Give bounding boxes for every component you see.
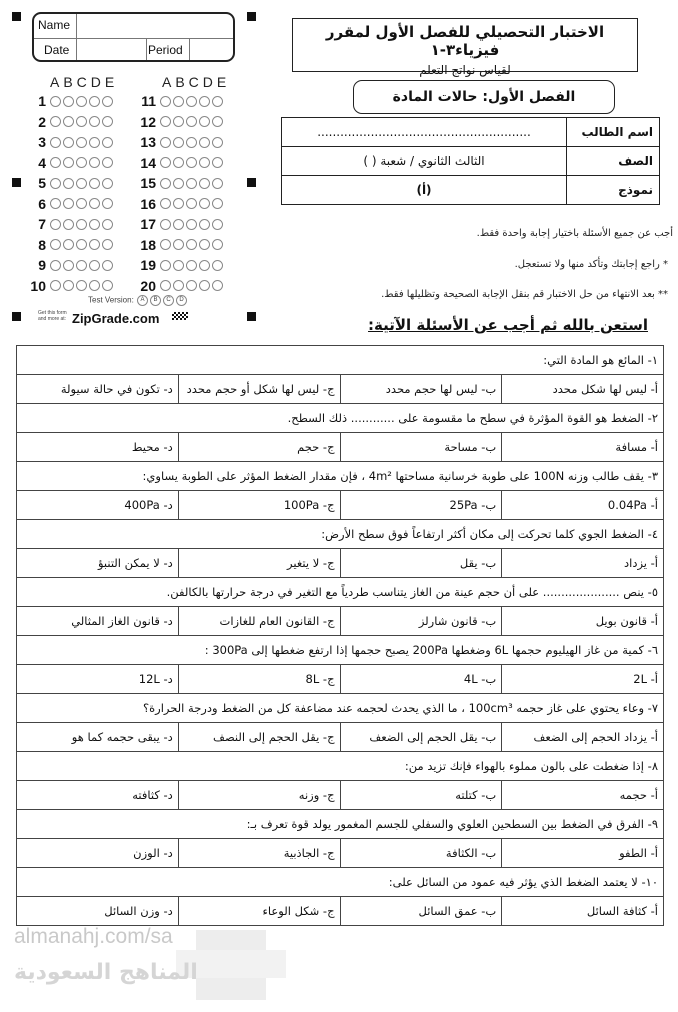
answer-bubble[interactable] bbox=[173, 178, 184, 189]
question-option[interactable]: ب- يقل الحجم إلى الضعف bbox=[340, 723, 502, 752]
model-label: نموذج bbox=[567, 176, 660, 205]
answer-bubble[interactable] bbox=[212, 116, 223, 127]
answer-bubble[interactable] bbox=[212, 260, 223, 271]
answer-bubble[interactable] bbox=[186, 116, 197, 127]
answer-row-number: 4 bbox=[38, 154, 46, 171]
answer-row bbox=[24, 194, 115, 214]
answer-row bbox=[134, 214, 225, 234]
answer-bubble[interactable] bbox=[50, 157, 61, 168]
question-stem: ٦- كمية من غاز الهيليوم حجمها 6L وضغطها 200Pa يصبح حجمها إذا ارتفع ضغطها إلى 300Pa : bbox=[17, 636, 664, 665]
answer-bubble[interactable] bbox=[199, 219, 210, 230]
chapter-title: الفصل الأول: حالات المادة bbox=[353, 80, 615, 114]
question-option[interactable]: ج- 8L bbox=[178, 665, 340, 694]
answer-row-number: 11 bbox=[141, 93, 156, 109]
answer-bubble[interactable] bbox=[63, 219, 74, 230]
answer-bubble[interactable] bbox=[173, 239, 184, 250]
zipgrade-logo: ZipGrade.com bbox=[72, 311, 160, 326]
answer-bubble[interactable] bbox=[63, 239, 74, 250]
question-option[interactable]: ج- وزنه bbox=[178, 781, 340, 810]
answer-row bbox=[24, 255, 115, 275]
answer-bubble[interactable] bbox=[186, 198, 197, 209]
zipgrade-footer-text: Get this form and more at: bbox=[38, 310, 67, 322]
answer-row-number: 6 bbox=[38, 195, 46, 212]
question-option[interactable]: أ- 0.04Pa bbox=[502, 491, 664, 520]
answer-bubble[interactable] bbox=[160, 137, 171, 148]
question-option[interactable]: د- لا يمكن التنبؤ bbox=[17, 549, 179, 578]
answer-row-number: 8 bbox=[38, 236, 46, 253]
answer-row-number: 1 bbox=[38, 93, 46, 109]
answer-row bbox=[134, 153, 225, 173]
question-option[interactable]: د- وزن السائل bbox=[17, 897, 179, 926]
answer-row-number: 3 bbox=[38, 134, 46, 150]
answer-bubble[interactable] bbox=[50, 219, 61, 230]
date-label: Date bbox=[44, 43, 70, 57]
question-option[interactable]: أ- ليس لها شكل محدد bbox=[502, 375, 664, 404]
question-option[interactable]: د- 400Pa bbox=[17, 491, 179, 520]
answer-row-number: 19 bbox=[140, 257, 156, 273]
question-option[interactable]: ج- شكل الوعاء bbox=[178, 897, 340, 926]
answer-bubble[interactable] bbox=[102, 96, 113, 107]
question-option[interactable]: د- كثافته bbox=[17, 781, 179, 810]
answer-bubble[interactable] bbox=[102, 260, 113, 271]
answer-row bbox=[134, 132, 225, 152]
answer-bubble[interactable] bbox=[160, 178, 171, 189]
answer-row bbox=[24, 276, 115, 296]
question-stem: ١٠- لا يعتمد الضغط الذي يؤثر فيه عمود من السائل على: bbox=[17, 868, 664, 897]
answer-bubble[interactable] bbox=[89, 96, 100, 107]
answer-bubble[interactable] bbox=[212, 198, 223, 209]
answer-bubble[interactable] bbox=[186, 239, 197, 250]
instruction-1: أجب عن جميع الأسئلة باختيار إجابة واحدة فقط. bbox=[476, 228, 673, 239]
answer-bubble[interactable] bbox=[63, 96, 74, 107]
question-option[interactable]: ب- الكثافة bbox=[340, 839, 502, 868]
answer-bubble[interactable] bbox=[212, 219, 223, 230]
question-stem: ٨- إذا ضغطت على بالون مملوء بالهواء فإنك تزيد من: bbox=[17, 752, 664, 781]
answer-row bbox=[24, 153, 115, 173]
answer-bubble[interactable] bbox=[89, 239, 100, 250]
registration-mark bbox=[12, 312, 21, 321]
answer-row bbox=[134, 91, 225, 111]
choice-letters-left: ABCDE bbox=[50, 74, 119, 90]
answer-bubble[interactable] bbox=[160, 260, 171, 271]
model-value: (أ) bbox=[282, 176, 567, 205]
answer-row-number: 17 bbox=[140, 216, 156, 232]
question-option[interactable]: ب- عمق السائل bbox=[340, 897, 502, 926]
answer-bubble[interactable] bbox=[186, 137, 197, 148]
answer-bubble[interactable] bbox=[102, 157, 113, 168]
answer-row-number: 7 bbox=[38, 216, 46, 232]
question-option[interactable]: د- محيط bbox=[17, 433, 179, 462]
answer-bubble[interactable] bbox=[63, 116, 74, 127]
instruction-3: ** بعد الانتهاء من حل الاختبار قم بنقل الإجابة الصحيحة وتظليلها فقط. bbox=[381, 289, 668, 300]
answer-bubble[interactable] bbox=[212, 137, 223, 148]
answer-row-number: 14 bbox=[140, 154, 156, 171]
answer-bubble[interactable] bbox=[76, 96, 87, 107]
questions-table bbox=[16, 345, 664, 926]
answer-bubble[interactable] bbox=[173, 280, 184, 291]
version-bubble[interactable]: A bbox=[137, 295, 148, 306]
answer-bubble[interactable] bbox=[89, 137, 100, 148]
answer-row bbox=[134, 235, 225, 255]
question-stem: ٥- ينص ..................... على أن حجم عينة من الغاز يتناسب طردياً مع التغير في درجة حرارتها بالكالفن. bbox=[17, 578, 664, 607]
answer-bubble[interactable] bbox=[63, 137, 74, 148]
answer-bubble[interactable] bbox=[76, 137, 87, 148]
answer-bubble[interactable] bbox=[50, 239, 61, 250]
question-option[interactable]: ج- القانون العام للغازات bbox=[178, 607, 340, 636]
period-label: Period bbox=[148, 43, 183, 57]
answer-bubble[interactable] bbox=[63, 260, 74, 271]
answer-bubble[interactable] bbox=[89, 198, 100, 209]
answer-bubble[interactable] bbox=[102, 219, 113, 230]
question-option[interactable]: أ- مسافة bbox=[502, 433, 664, 462]
answer-bubble[interactable] bbox=[186, 96, 197, 107]
question-stem: ٣- يقف طالب وزنه 100N على طوبة خرسانية مساحتها 4m² ، فإن مقدار الضغط المؤثر على الطوبة يساوي: bbox=[17, 462, 664, 491]
question-stem: ٢- الضغط هو القوة المؤثرة في سطح ما مقسومة على ............ ذلك السطح. bbox=[17, 404, 664, 433]
answer-bubble[interactable] bbox=[76, 280, 87, 291]
student-name-label: اسم الطالب bbox=[567, 118, 660, 147]
answer-bubble[interactable] bbox=[199, 260, 210, 271]
answer-row-number: 2 bbox=[38, 113, 46, 130]
question-option[interactable]: ج- الجاذبية bbox=[178, 839, 340, 868]
question-option[interactable]: ب- قانون شارلز bbox=[340, 607, 502, 636]
answer-bubble[interactable] bbox=[173, 137, 184, 148]
answer-bubble[interactable] bbox=[212, 239, 223, 250]
answer-bubble[interactable] bbox=[76, 178, 87, 189]
answer-row bbox=[134, 112, 225, 132]
answer-bubble[interactable] bbox=[199, 239, 210, 250]
answer-bubble[interactable] bbox=[160, 96, 171, 107]
answer-bubble[interactable] bbox=[89, 280, 100, 291]
answer-row bbox=[24, 173, 115, 193]
watermark-url: almanahj.com/sa bbox=[14, 925, 173, 948]
question-option[interactable]: د- 12L bbox=[17, 665, 179, 694]
registration-mark bbox=[12, 178, 21, 187]
question-option[interactable]: ج- 100Pa bbox=[178, 491, 340, 520]
exam-subtitle: لقياس نواتج التعلم bbox=[419, 63, 511, 77]
answer-bubble[interactable] bbox=[160, 219, 171, 230]
question-option[interactable]: ب- مساحة bbox=[340, 433, 502, 462]
answer-bubble[interactable] bbox=[102, 116, 113, 127]
answer-bubble[interactable] bbox=[89, 157, 100, 168]
answer-row bbox=[24, 214, 115, 234]
answer-bubble[interactable] bbox=[160, 239, 171, 250]
registration-mark bbox=[247, 12, 256, 21]
answer-bubble[interactable] bbox=[102, 137, 113, 148]
class-label: الصف bbox=[567, 147, 660, 176]
answer-bubble[interactable] bbox=[76, 239, 87, 250]
question-option[interactable]: د- الوزن bbox=[17, 839, 179, 868]
instruction-2: * راجع إجابتك وتأكد منها ولا تستعجل. bbox=[514, 259, 668, 270]
answer-bubble[interactable] bbox=[199, 157, 210, 168]
answer-bubble[interactable] bbox=[50, 96, 61, 107]
question-stem: ٧- وعاء يحتوي على غاز حجمه 100cm³ ، ما الذي يحدث لحجمه عند مضاعفة كل من الضغط ودرجة الحرارة؟ bbox=[17, 694, 664, 723]
answer-row-number: 5 bbox=[38, 175, 46, 191]
answer-bubble[interactable] bbox=[199, 198, 210, 209]
student-info-table bbox=[281, 117, 660, 205]
question-option[interactable]: ب- 25Pa bbox=[340, 491, 502, 520]
question-option[interactable]: د- قانون الغاز المثالي bbox=[17, 607, 179, 636]
checker-pattern bbox=[172, 312, 188, 320]
answer-bubble[interactable] bbox=[102, 280, 113, 291]
answer-row bbox=[134, 255, 225, 275]
answer-row bbox=[134, 173, 225, 193]
answer-bubble[interactable] bbox=[186, 157, 197, 168]
answer-bubble[interactable] bbox=[186, 280, 197, 291]
answer-row-number: 16 bbox=[140, 195, 156, 212]
question-option[interactable]: أ- قانون بويل bbox=[502, 607, 664, 636]
version-bubble[interactable]: B bbox=[150, 295, 161, 306]
answer-bubble[interactable] bbox=[76, 219, 87, 230]
section-heading: استعن بالله ثم أجب عن الأسئلة الآتية: bbox=[368, 316, 648, 334]
answer-bubble[interactable] bbox=[186, 260, 197, 271]
answer-row bbox=[134, 194, 225, 214]
answer-row-number: 10 bbox=[30, 277, 46, 294]
answer-bubble[interactable] bbox=[199, 96, 210, 107]
question-option[interactable]: أ- حجمه bbox=[502, 781, 664, 810]
class-field[interactable]: الثالث الثانوي / شعبة ( ) bbox=[282, 147, 567, 176]
answer-bubble[interactable] bbox=[173, 157, 184, 168]
answer-bubble[interactable] bbox=[89, 116, 100, 127]
answer-bubble[interactable] bbox=[173, 219, 184, 230]
question-stem: ٤- الضغط الجوي كلما تحركت إلى مكان أكثر ارتفاعاً فوق سطح الأرض: bbox=[17, 520, 664, 549]
answer-row bbox=[134, 276, 225, 296]
version-bubble[interactable]: C bbox=[163, 295, 174, 306]
answer-bubble[interactable] bbox=[50, 198, 61, 209]
answer-bubble[interactable] bbox=[173, 260, 184, 271]
question-option[interactable]: ج- يقل الحجم إلى النصف bbox=[178, 723, 340, 752]
answer-bubble[interactable] bbox=[160, 198, 171, 209]
answer-bubble[interactable] bbox=[212, 96, 223, 107]
answer-bubble[interactable] bbox=[186, 178, 197, 189]
answer-bubble[interactable] bbox=[76, 198, 87, 209]
answer-bubble[interactable] bbox=[50, 280, 61, 291]
answer-bubble[interactable] bbox=[50, 137, 61, 148]
answer-bubble[interactable] bbox=[89, 260, 100, 271]
student-name-field[interactable]: ........................................................ bbox=[282, 118, 567, 147]
answer-row-number: 9 bbox=[38, 257, 46, 273]
answer-bubble[interactable] bbox=[50, 178, 61, 189]
answer-bubble[interactable] bbox=[173, 96, 184, 107]
question-option[interactable]: ج- ليس لها شكل أو حجم محدد bbox=[178, 375, 340, 404]
answer-bubble[interactable] bbox=[102, 198, 113, 209]
choice-letters-right: ABCDE bbox=[162, 74, 231, 90]
answer-bubble[interactable] bbox=[160, 157, 171, 168]
answer-bubble[interactable] bbox=[173, 198, 184, 209]
answer-row bbox=[24, 132, 115, 152]
answer-bubble[interactable] bbox=[63, 178, 74, 189]
question-option[interactable]: ب- يقل bbox=[340, 549, 502, 578]
answer-bubble[interactable] bbox=[199, 116, 210, 127]
answer-bubble[interactable] bbox=[160, 280, 171, 291]
question-stem: ٩- الفرق في الضغط بين السطحين العلوي والسفلي للجسم المغمور يولد قوة تعرف بـ: bbox=[17, 810, 664, 839]
registration-mark bbox=[12, 12, 21, 21]
question-option[interactable]: أ- يزداد الحجم إلى الضعف bbox=[502, 723, 664, 752]
question-option[interactable]: ج- لا يتغير bbox=[178, 549, 340, 578]
question-option[interactable]: د- يبقى حجمه كما هو bbox=[17, 723, 179, 752]
question-option[interactable]: ب- 4L bbox=[340, 665, 502, 694]
answer-row bbox=[24, 112, 115, 132]
test-version-label: Test Version: bbox=[88, 295, 134, 305]
answer-bubble[interactable] bbox=[199, 137, 210, 148]
answer-bubble[interactable] bbox=[50, 116, 61, 127]
test-version bbox=[88, 295, 188, 306]
answer-row bbox=[24, 235, 115, 255]
answer-bubble[interactable] bbox=[63, 157, 74, 168]
answer-bubble[interactable] bbox=[102, 239, 113, 250]
answer-row-number: 15 bbox=[140, 175, 156, 191]
watermark-name: المناهج السعودية bbox=[14, 960, 198, 985]
answer-bubble[interactable] bbox=[50, 260, 61, 271]
answer-bubble[interactable] bbox=[199, 178, 210, 189]
question-stem: ١- المائع هو المادة التي: bbox=[17, 346, 664, 375]
answer-bubble[interactable] bbox=[76, 157, 87, 168]
answer-bubble[interactable] bbox=[89, 178, 100, 189]
answer-bubble[interactable] bbox=[76, 260, 87, 271]
answer-row bbox=[24, 91, 115, 111]
answer-bubble[interactable] bbox=[63, 280, 74, 291]
registration-mark bbox=[247, 178, 256, 187]
question-option[interactable]: ب- كتلته bbox=[340, 781, 502, 810]
name-label: Name bbox=[38, 18, 71, 32]
answer-bubble[interactable] bbox=[212, 157, 223, 168]
answer-bubble[interactable] bbox=[160, 116, 171, 127]
answer-row-number: 20 bbox=[140, 277, 156, 294]
question-option[interactable]: ب- ليس لها حجم محدد bbox=[340, 375, 502, 404]
exam-title: الاختبار التحصيلي للفصل الأول لمقرر فيزياء٣-١ bbox=[325, 23, 605, 59]
answer-bubble[interactable] bbox=[89, 219, 100, 230]
answer-bubble[interactable] bbox=[186, 219, 197, 230]
answer-bubble[interactable] bbox=[212, 178, 223, 189]
version-bubble[interactable]: D bbox=[176, 295, 187, 306]
name-date-box bbox=[32, 12, 235, 62]
answer-bubble[interactable] bbox=[63, 198, 74, 209]
answer-bubble[interactable] bbox=[76, 116, 87, 127]
question-option[interactable]: ج- حجم bbox=[178, 433, 340, 462]
answer-row-number: 18 bbox=[140, 236, 156, 253]
answer-bubble[interactable] bbox=[199, 280, 210, 291]
answer-bubble[interactable] bbox=[212, 280, 223, 291]
answer-row-number: 13 bbox=[140, 134, 156, 150]
question-option[interactable]: أ- كثافة السائل bbox=[502, 897, 664, 926]
answer-bubble[interactable] bbox=[173, 116, 184, 127]
question-option[interactable]: أ- الطفو bbox=[502, 839, 664, 868]
answer-bubble[interactable] bbox=[102, 178, 113, 189]
registration-mark bbox=[247, 312, 256, 321]
question-option[interactable]: أ- 2L bbox=[502, 665, 664, 694]
exam-title-box bbox=[292, 18, 638, 77]
question-option[interactable]: د- تكون في حالة سيولة bbox=[17, 375, 179, 404]
question-option[interactable]: أ- يزداد bbox=[502, 549, 664, 578]
answer-row-number: 12 bbox=[140, 113, 156, 130]
